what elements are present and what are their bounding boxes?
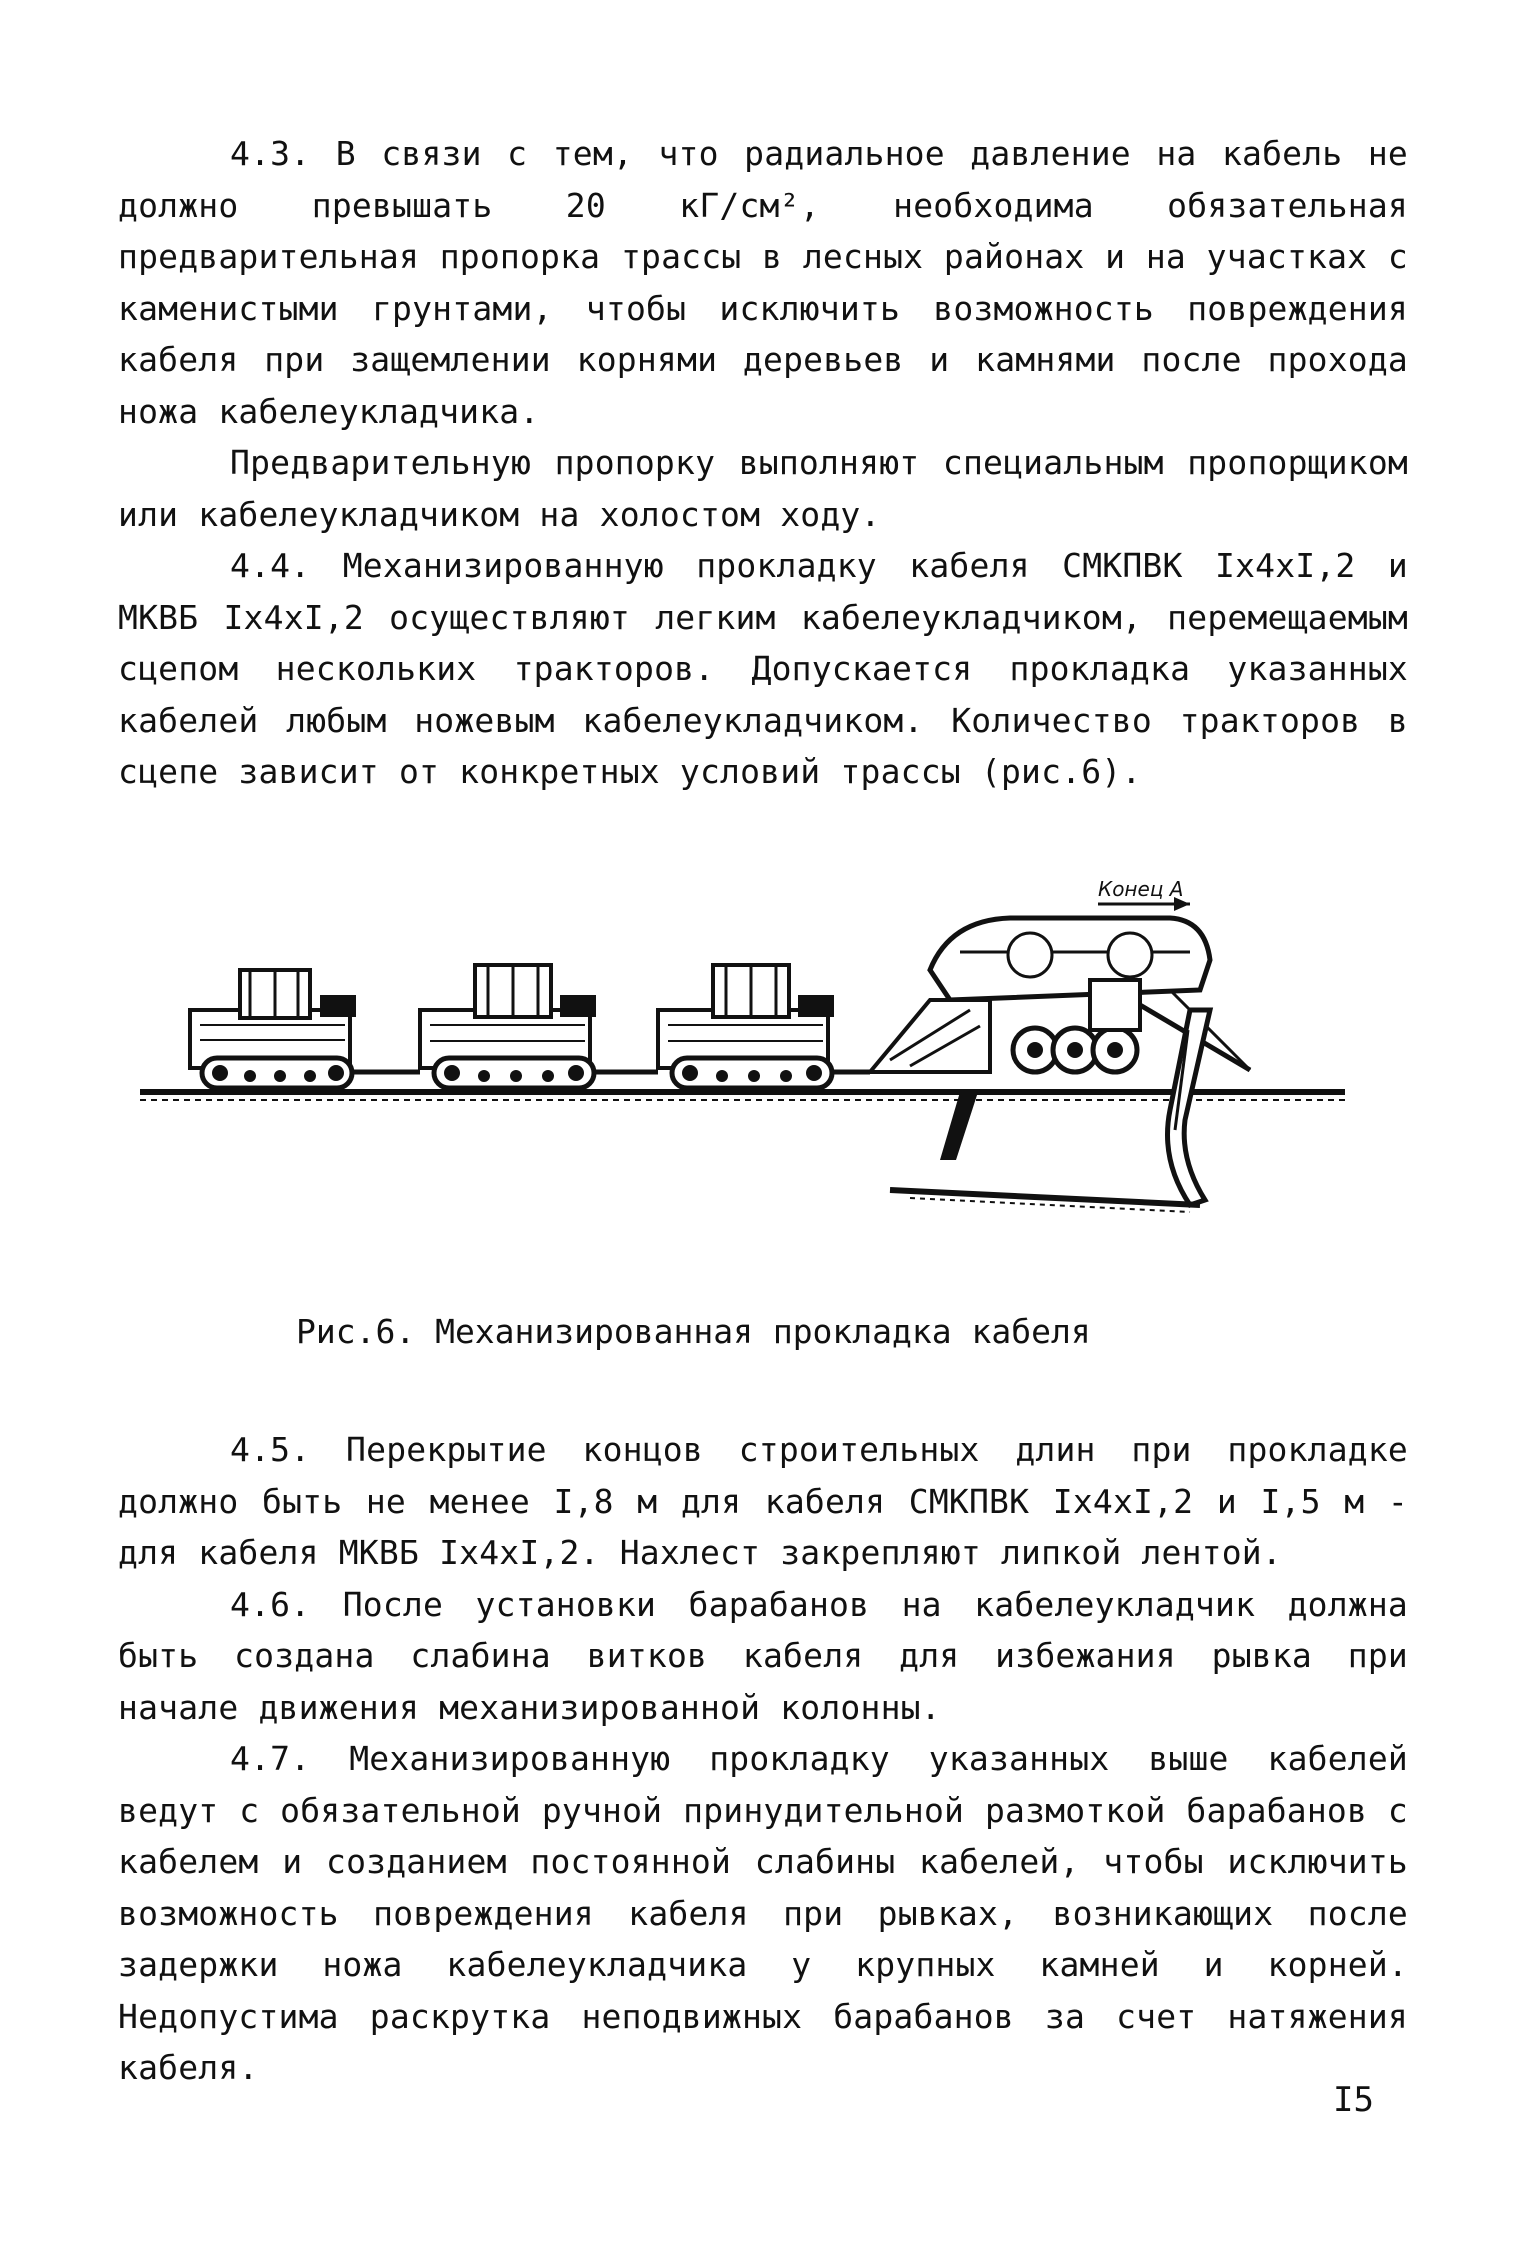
figure-cable-laying [130, 860, 1360, 1280]
paragraph-4-6: 4.6. После установки барабанов на кабелеукладчик должна быть создана слабина витков кабеля для избежания рывка при начале движения механизированной колонны. [118, 1584, 1408, 1727]
paragraph-4-3: 4.3. В связи с тем, что радиальное давление на кабель не должно превышать 20 кГ/см², необходима обязательная предварительная пропорка трассы в лесных районах и на участках с каменистыми грунтами, чтобы исключить возможность повреждения кабеля при защемлении корнями деревьев и камнями после прохода ножа кабелеукладчика. [118, 134, 1408, 431]
paragraph-4-5: 4.5. Перекрытие концов строительных длин при прокладке должно быть не менее I,8 м для кабеля СМКПВК Ix4xI,2 и I,5 м - для кабеля МКВБ Ix4xI,2. Нахлест закрепляют липкой лентой. [118, 1430, 1408, 1572]
paragraph-4-7: 4.7. Механизированную прокладку указанных выше кабелей ведут с обязательной ручной принудительной размоткой барабанов с кабелем и созданием постоянной слабины кабелей, чтобы исключить возможность повреждения кабеля при рывках, возникающих после задержки ножа кабелеукладчика у крупных камней и корней. Недопустима раскрутка неподвижных барабанов за счет натяжения кабеля. [118, 1739, 1408, 2087]
tractor-icon [658, 965, 834, 1088]
ground-line [140, 1092, 1345, 1100]
tractor-icon [420, 965, 596, 1088]
tractor-icon [190, 970, 356, 1088]
figure-caption: Рис.6. Механизированная прокладка кабеля [296, 1312, 1091, 1351]
cable-layer-icon [870, 918, 1250, 1212]
text-block-top [118, 128, 1408, 798]
text-block-bottom [118, 1424, 1408, 2094]
paragraph-4-4: 4.4. Механизированную прокладку кабеля СМКПВК Ix4xI,2 и МКВБ Ix4xI,2 осуществляют легким кабелеукладчиком, перемещаемым сцепом нескольких тракторов. Допускается прокладка указанных кабелей любым ножевым кабелеукладчиком. Количество тракторов в сцепе зависит от конкретных условий трассы (рис.6). [118, 546, 1408, 791]
direction-arrow-icon [1098, 877, 1190, 911]
page-number: I5 [1333, 2080, 1374, 2120]
paragraph-pre-cutting: Предварительную пропорку выполняют специальным пропорщиком или кабелеукладчиком на холостом ходу. [118, 443, 1408, 534]
direction-label: Конец А [1098, 877, 1184, 901]
